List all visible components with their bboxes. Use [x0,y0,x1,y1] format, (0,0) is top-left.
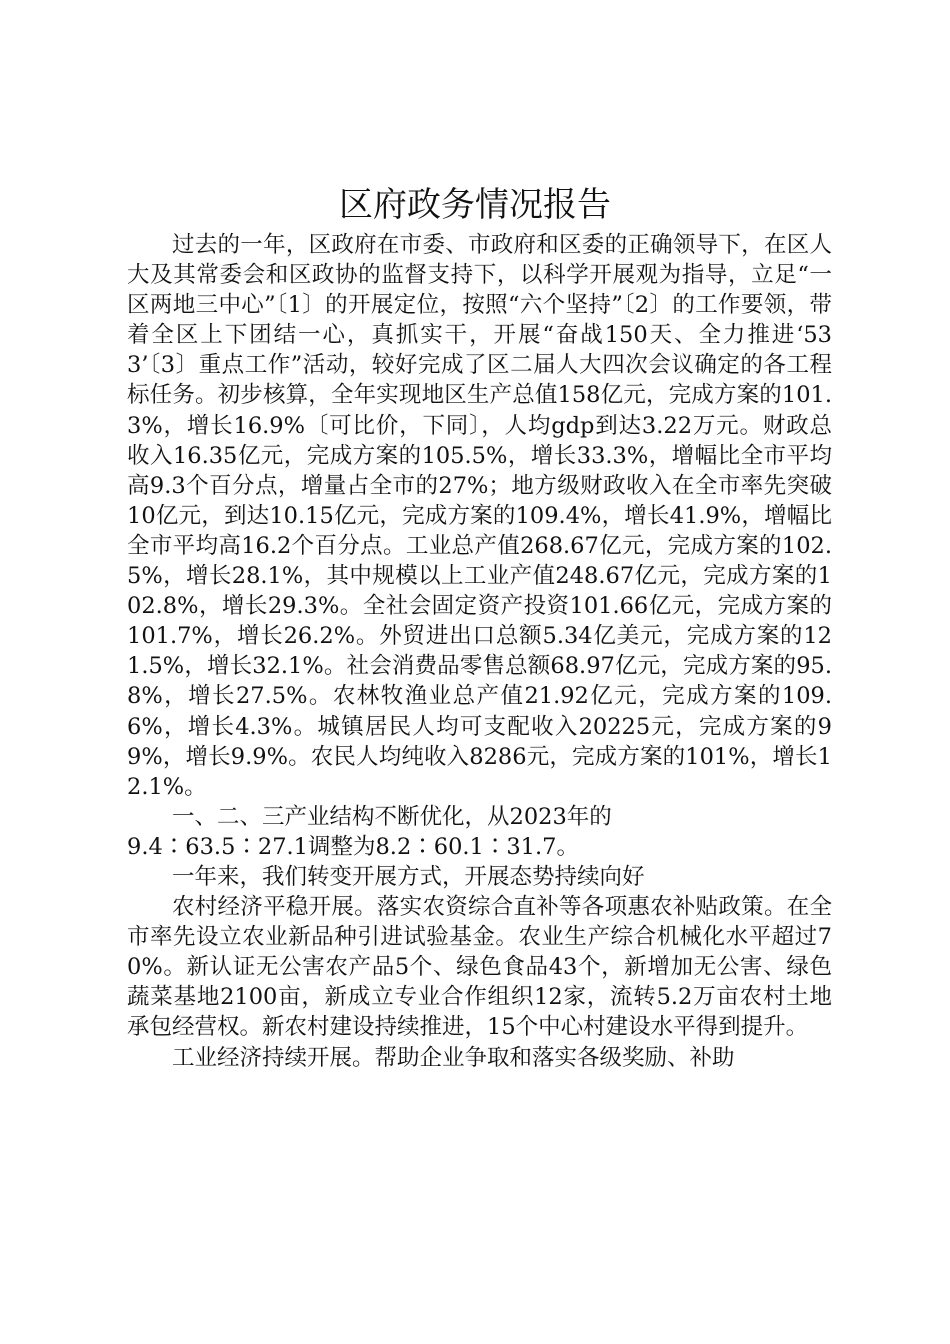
paragraph-heading-development: 一年来，我们转变开展方式，开展态势持续向好 [172,863,645,890]
paragraph-structure: 一、二、三产业结构不断优化，从2023年的 [172,803,612,830]
document-body [127,230,832,1073]
paragraph-rural-economy: 农村经济平稳开展。落实农资综合直补等各项惠农补贴政策。在全市率先设立农业新品种引进试验基金。农业生产综合机械化水平超过70%。新认证无公害农产品5个、绿色食品43个，新增加无公害、绿色蔬菜基地2100亩，新成立专业合作组织12家，流转5.2万亩农村土地承包经营权。新农村建设持续推进，15个中心村建设水平得到提升。 [127,894,832,1041]
paragraph-industrial-economy: 工业经济持续开展。帮助企业争取和落实各级奖励、补助 [172,1044,735,1071]
paragraph-structure-ratio: 9.4∶63.5∶27.1调整为8.2∶60.1∶31.7。 [127,833,579,860]
document-title: 区府政务情况报告 [339,185,611,225]
paragraph-summary: 过去的一年，区政府在市委、市政府和区委的正确领导下，在区人大及其常委会和区政协的监督支持下，以科学开展观为指导，立足“一区两地三中心”〔1〕的开展定位，按照“六个坚持”〔2〕的工作要领，带着全区上下团结一心，真抓实干，开展“奋战150天、全力推进‘533’〔3〕重点工作”活动，较好完成了区二届人大四次会议确定的各工程标任务。初步核算，全年实现地区生产总值158亿元，完成方案的101.3%，增长16.9%〔可比价，下同〕，人均gdp到达3.22万元。财政总收入16.35亿元，完成方案的105.5%，增长33.3%，增幅比全市平均高9.3个百分点，增量占全市的27%；地方级财政收入在全市率先突破10亿元，到达10.15亿元，完成方案的109.4%，增长41.9%，增幅比全市平均高16.2个百分点。工业总产值268.67亿元，完成方案的102.5%，增长28.1%，其中规模以上工业产值248.67亿元，完成方案的102.8%，增长29.3%。全社会固定资产投资101.66亿元，完成方案的101.7%，增长26.2%。外贸进出口总额5.34亿美元，完成方案的121.5%，增长32.1%。社会消费品零售总额68.97亿元，完成方案的95.8%，增长27.5%。农林牧渔业总产值21.92亿元，完成方案的109.6%，增长4.3%。城镇居民人均可支配收入20225元，完成方案的99%，增长9.9%。农民人均纯收入8286元，完成方案的101%，增长12.1%。 [127,232,832,800]
